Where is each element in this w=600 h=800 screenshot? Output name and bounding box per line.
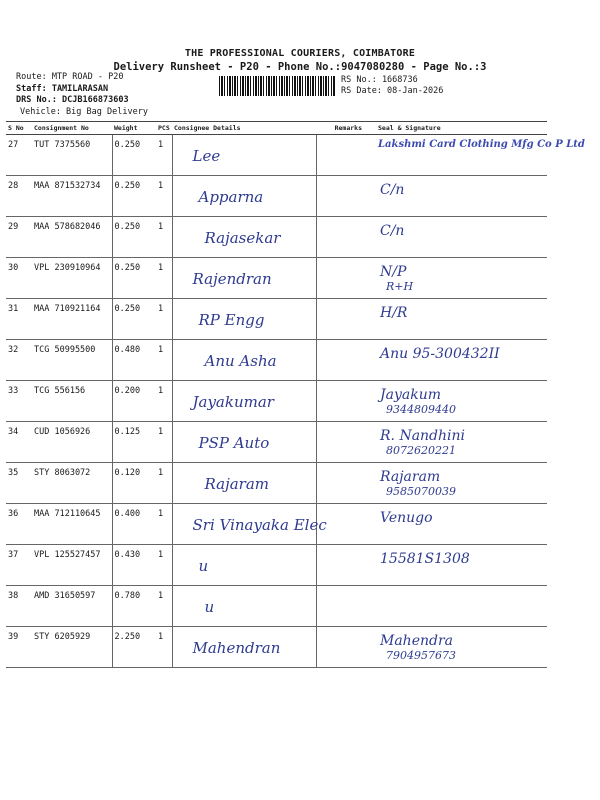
- signature-handwriting: Jayakum: [380, 387, 441, 403]
- weight-cell: 0.250: [112, 258, 156, 299]
- table-row: [6, 545, 547, 586]
- sno-cell: 29: [6, 217, 32, 258]
- pcs-cell: 1: [156, 299, 172, 340]
- table-row: [6, 422, 547, 463]
- signature-handwriting: Lakshmi Card Clothing Mfg Co P Ltd: [378, 139, 585, 150]
- weight-cell: 0.250: [112, 176, 156, 217]
- consignee-handwriting: PSP Auto: [198, 434, 270, 452]
- col-pcs: PCS: [156, 122, 172, 135]
- consignee-cell: [172, 299, 316, 340]
- consignee-handwriting: Mahendran: [192, 639, 281, 657]
- weight-cell: 0.250: [112, 299, 156, 340]
- signature-handwriting: H/R: [380, 305, 408, 321]
- remarks-cell: [316, 299, 364, 340]
- signature-phone: R+H: [386, 280, 414, 293]
- signature-phone: 9585070039: [386, 485, 456, 498]
- sno-cell: 27: [6, 135, 32, 176]
- table-row: [6, 381, 547, 422]
- rs-number: RS No.: 1668736: [341, 75, 418, 85]
- weight-cell: 0.400: [112, 504, 156, 545]
- sno-cell: 33: [6, 381, 32, 422]
- sno-cell: 28: [6, 176, 32, 217]
- col-weight: Weight: [112, 122, 156, 135]
- pcs-cell: 1: [156, 504, 172, 545]
- signature-phone: 8072620221: [386, 444, 456, 457]
- remarks-cell: [316, 217, 364, 258]
- remarks-cell: [316, 422, 364, 463]
- signature-handwriting: Rajaram: [380, 469, 441, 485]
- consignment-cell: MAA 871532734: [32, 176, 112, 217]
- rs-meta: [341, 75, 443, 97]
- consignee-cell: [172, 135, 316, 176]
- consignee-cell: [172, 258, 316, 299]
- consignment-cell: TCG 50995500: [32, 340, 112, 381]
- pcs-cell: 1: [156, 422, 172, 463]
- pcs-cell: 1: [156, 135, 172, 176]
- pcs-cell: 1: [156, 627, 172, 668]
- remarks-cell: [316, 258, 364, 299]
- remarks-cell: [316, 176, 364, 217]
- remarks-cell: [316, 504, 364, 545]
- sno-cell: 36: [6, 504, 32, 545]
- signature-handwriting: Venugo: [380, 510, 433, 526]
- consignment-cell: STY 6205929: [32, 627, 112, 668]
- table-row: [6, 135, 547, 176]
- signature-handwriting: Anu 95-300432II: [380, 346, 500, 362]
- consignment-cell: TCG 556156: [32, 381, 112, 422]
- table-row: [6, 340, 547, 381]
- consignee-cell: [172, 381, 316, 422]
- signature-handwriting: N/P: [380, 264, 407, 280]
- sno-cell: 39: [6, 627, 32, 668]
- signature-phone: 9344809440: [386, 403, 456, 416]
- sno-cell: 35: [6, 463, 32, 504]
- seal-cell: [364, 217, 547, 258]
- weight-cell: 2.250: [112, 627, 156, 668]
- seal-cell: [364, 258, 547, 299]
- seal-cell: [364, 135, 585, 176]
- company-name: THE PROFESSIONAL COURIERS, COIMBATORE: [184, 48, 416, 59]
- table-row: [6, 258, 547, 299]
- barcode: [219, 76, 336, 96]
- consignment-cell: CUD 1056926: [32, 422, 112, 463]
- seal-cell: [364, 627, 547, 668]
- consignee-cell: [172, 176, 316, 217]
- signature-phone: 7904957673: [386, 649, 456, 662]
- seal-cell: [364, 299, 547, 340]
- signature-handwriting: C/n: [380, 182, 405, 198]
- weight-cell: 0.250: [112, 217, 156, 258]
- signature-handwriting: R. Nandhini: [380, 428, 466, 444]
- table-header: [6, 122, 547, 135]
- sno-cell: 31: [6, 299, 32, 340]
- consignee-cell: [172, 627, 316, 668]
- seal-cell: [364, 504, 547, 545]
- remarks-cell: [316, 586, 364, 627]
- consignee-handwriting: Sri Vinayaka Elec: [192, 516, 327, 534]
- col-seal: Seal & Signature: [364, 122, 547, 135]
- pcs-cell: 1: [156, 463, 172, 504]
- table-row: [6, 463, 547, 504]
- col-consignment: Consignment No: [32, 122, 112, 135]
- weight-cell: 0.480: [112, 340, 156, 381]
- weight-cell: 0.780: [112, 586, 156, 627]
- sno-cell: 32: [6, 340, 32, 381]
- sno-cell: 38: [6, 586, 32, 627]
- consignment-cell: MAA 712110645: [32, 504, 112, 545]
- weight-cell: 0.200: [112, 381, 156, 422]
- consignee-handwriting: Anu Asha: [204, 352, 277, 370]
- seal-cell: [364, 381, 547, 422]
- table-row: [6, 299, 547, 340]
- remarks-cell: [316, 381, 364, 422]
- consignee-handwriting: u: [198, 557, 209, 575]
- pcs-cell: 1: [156, 586, 172, 627]
- rs-date: RS Date: 08-Jan-2026: [341, 86, 444, 96]
- consignee-cell: [172, 586, 316, 627]
- consignee-cell: [172, 463, 316, 504]
- consignment-cell: STY 8063072: [32, 463, 112, 504]
- remarks-cell: [316, 627, 364, 668]
- pcs-cell: 1: [156, 217, 172, 258]
- consignee-handwriting: RP Engg: [198, 311, 265, 329]
- signature-handwriting: C/n: [380, 223, 405, 239]
- remarks-cell: [316, 135, 364, 176]
- remarks-cell: [316, 545, 364, 586]
- consignee-handwriting: Rajasekar: [204, 229, 281, 247]
- staff-label: Staff: TAMILARASAN: [16, 83, 109, 94]
- pcs-cell: 1: [156, 176, 172, 217]
- runsheet-subtitle: Delivery Runsheet - P20 - Phone No.:9047080280 - Page No.:3: [113, 61, 487, 73]
- consignment-cell: VPL 230910964: [32, 258, 112, 299]
- table-row: [6, 217, 547, 258]
- route-label: Route: MTP ROAD - P20: [16, 72, 124, 82]
- consignment-cell: AMD 31650597: [32, 586, 112, 627]
- table-row: [6, 586, 547, 627]
- consignee-cell: [172, 422, 316, 463]
- signature-handwriting: 15581S1308: [380, 551, 470, 567]
- pcs-cell: 1: [156, 258, 172, 299]
- seal-cell: [364, 422, 547, 463]
- consignee-handwriting: u: [204, 598, 215, 616]
- consignment-cell: MAA 578682046: [32, 217, 112, 258]
- table-row: [6, 176, 547, 217]
- signature-handwriting: Mahendra: [380, 633, 454, 649]
- consignee-cell: [172, 545, 316, 586]
- seal-cell: [364, 545, 547, 586]
- consignment-cell: MAA 710921164: [32, 299, 112, 340]
- seal-cell: [364, 586, 547, 627]
- col-sno: S No: [6, 122, 32, 135]
- pcs-cell: 1: [156, 545, 172, 586]
- col-consignee: Consignee Details: [172, 122, 316, 135]
- consignee-handwriting: Apparna: [198, 188, 264, 206]
- weight-cell: 0.250: [112, 135, 156, 176]
- pcs-cell: 1: [156, 381, 172, 422]
- consignee-cell: [172, 504, 327, 545]
- weight-cell: 0.430: [112, 545, 156, 586]
- seal-cell: [364, 176, 547, 217]
- sno-cell: 34: [6, 422, 32, 463]
- consignment-cell: TUT 7375560: [32, 135, 112, 176]
- sno-cell: 37: [6, 545, 32, 586]
- remarks-cell: [316, 463, 364, 504]
- consignee-handwriting: Rajaram: [204, 475, 270, 493]
- pcs-cell: 1: [156, 340, 172, 381]
- consignee-handwriting: Lee: [192, 147, 221, 165]
- remarks-cell: [316, 340, 364, 381]
- drs-label: DRS No.: DCJB166873603: [16, 95, 129, 106]
- col-remarks: Remarks: [316, 122, 364, 135]
- table-row: [6, 627, 547, 668]
- weight-cell: 0.120: [112, 463, 156, 504]
- consignee-handwriting: Jayakumar: [192, 393, 274, 411]
- seal-cell: [364, 340, 547, 381]
- consignment-cell: VPL 125527457: [32, 545, 112, 586]
- consignee-handwriting: Rajendran: [192, 270, 272, 288]
- consignee-cell: [172, 217, 316, 258]
- runsheet-table: [6, 121, 585, 668]
- table-row: [6, 504, 547, 545]
- weight-cell: 0.125: [112, 422, 156, 463]
- vehicle-label: Vehicle: Big Bag Delivery: [20, 106, 148, 117]
- runsheet-meta: [16, 72, 148, 118]
- seal-cell: [364, 463, 547, 504]
- sno-cell: 30: [6, 258, 32, 299]
- consignee-cell: [172, 340, 316, 381]
